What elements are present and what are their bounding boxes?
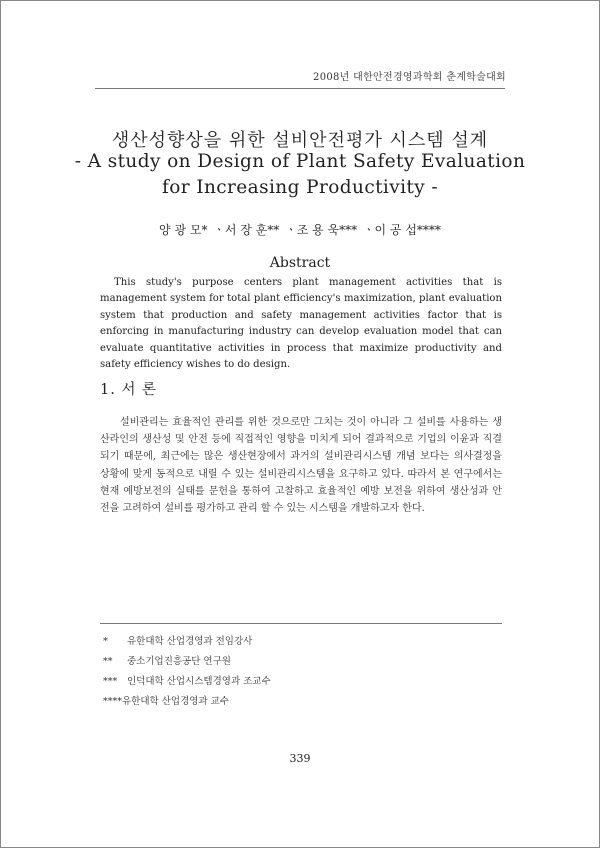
abstract-body-block bbox=[100, 275, 502, 373]
footnote-1 bbox=[103, 633, 252, 647]
running-head: 2008년 대한안전경영과학회 춘계학술대회 bbox=[313, 72, 506, 83]
author-2: ㆍ서 장 훈** bbox=[213, 223, 280, 237]
footnote-mark: ** bbox=[103, 656, 113, 667]
footnote-rule bbox=[100, 623, 502, 624]
footnote-mark: **** bbox=[103, 696, 122, 707]
section-body-block bbox=[100, 414, 502, 517]
author-3: ㆍ조 용 욱*** bbox=[285, 223, 358, 237]
section-body: 설비관리는 효율적인 관리를 위한 것으로만 그치는 것이 아니라 그 설비를 사용하는 생산라인의 생산성 및 안전 등에 직접적인 영향을 미치게 되어 결과적으로 기업의 이윤과 직결되기 때문에, 최근에는 많은 생산현장에서 과거의 설비관리시스템 개념 보다는 의사결정을 상황에 맞게 동적으로 내릴 수 있는 설비관리시스템을 요구하고 있다. 따라서 본 연구에서는 현재 예방보전의 실태를 문헌을 통하여 고찰하고 효율적인 예방 보전을 위하여 생산성과 안전을 고려하여 설비를 평가하고 관리 할 수 있는 시스템을 개발하고자 한다. bbox=[100, 417, 502, 515]
author-4: ㆍ이 공 섭**** bbox=[362, 223, 441, 237]
footnote-mark: *** bbox=[103, 676, 118, 687]
abstract-heading: Abstract bbox=[269, 255, 331, 271]
footnote-4 bbox=[103, 693, 229, 707]
title-korean: 생산성향상을 위한 설비안전평가 시스템 설계 bbox=[111, 130, 489, 151]
footnote-2 bbox=[103, 653, 231, 667]
footnote-text: 유한대학 산업경영과 교수 bbox=[122, 696, 229, 707]
page-number: 339 bbox=[289, 752, 311, 765]
footnote-text: 유한대학 산업경영과 전임강사 bbox=[127, 636, 253, 647]
footnote-text: 인덕대학 산업시스템경영과 조교수 bbox=[127, 676, 271, 687]
footnote-mark: * bbox=[103, 636, 108, 647]
abstract-body: This study's purpose centers plant management activities that is management system for total plant efficiency's maximization, plant evaluation system that production and safety management activities factor that is enforcing in manufacturing industry can develop evaluation model that can evaluate quantitative activities in process that maximize productivity and safety efficiency wishes to do design. bbox=[100, 277, 502, 371]
author-list bbox=[0, 221, 600, 238]
author-1: 양 광 모* bbox=[159, 223, 208, 237]
footnote-3 bbox=[103, 673, 271, 687]
section-heading: 1. 서 론 bbox=[100, 382, 158, 398]
header-rule bbox=[95, 88, 505, 89]
title-english-line1: - A study on Design of Plant Safety Evaluation bbox=[74, 151, 526, 172]
footnote-text: 중소기업진흥공단 연구원 bbox=[127, 656, 231, 667]
title-english-line2: for Increasing Productivity - bbox=[161, 177, 439, 198]
